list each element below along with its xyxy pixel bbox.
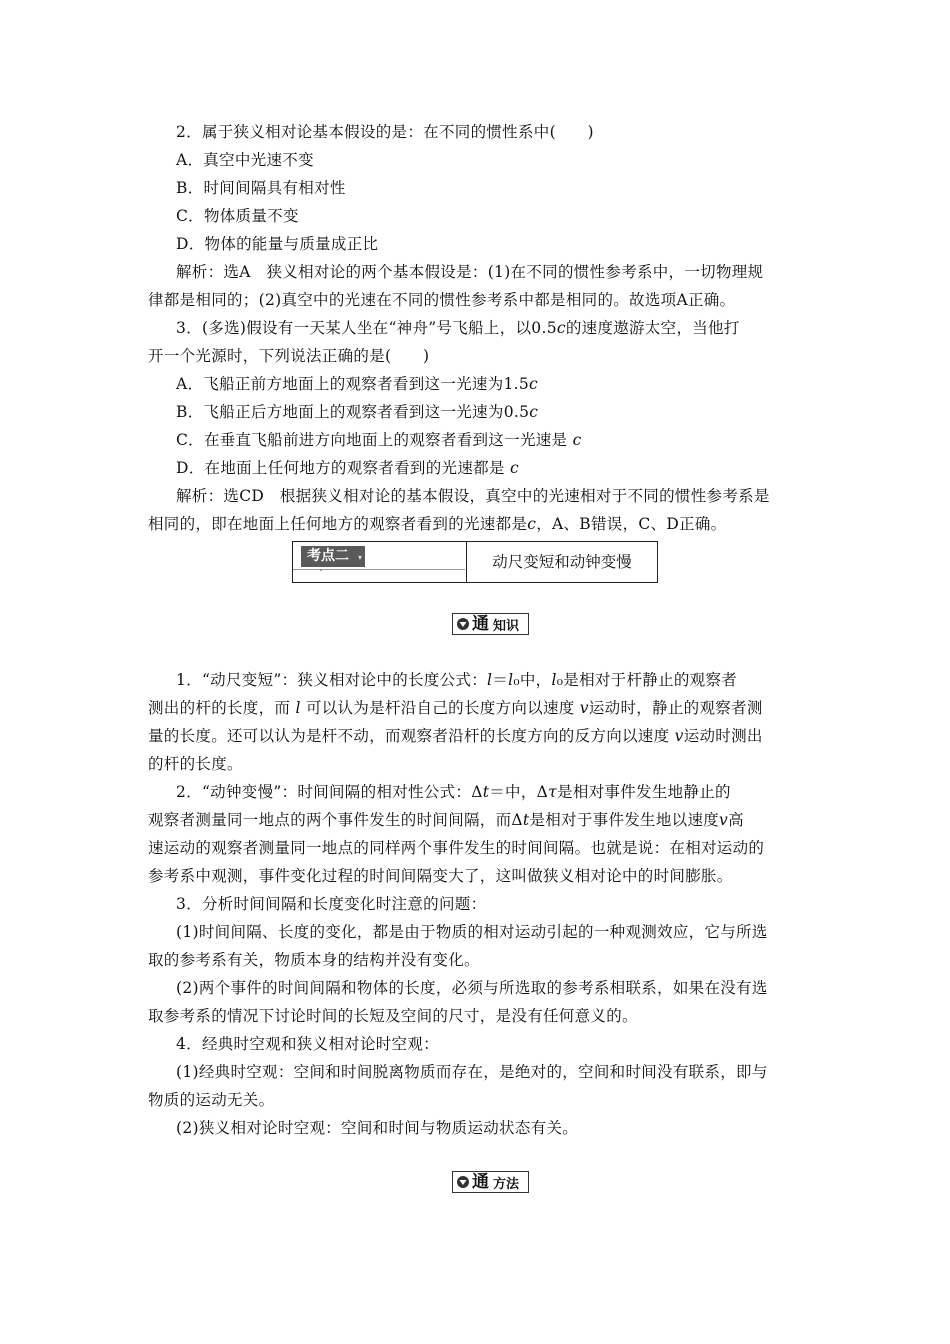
section-header-box [292,541,658,583]
section-tab-cell [293,542,467,582]
section-tab [301,546,365,567]
chevron-down-icon: ▾ [357,553,362,562]
q2-option-a: A．真空中光速不变 [176,151,314,169]
section-tab-label: 考点二 [307,548,349,564]
knowledge-p3b-line-2: 取参考系的情况下讨论时间的长短及空间的尺寸，是没有任何意义的。 [148,1007,638,1025]
method-badge [452,1171,529,1193]
caret-down-icon: ˇ [319,569,323,578]
knowledge-p3a-line-1: (1)时间间隔、长度的变化，都是由于物质的相对运动引起的一种观测效应，它与所选 [176,923,768,941]
knowledge-p3a-line-2: 取的参考系有关，物质本身的结构并没有变化。 [148,951,480,969]
knowledge-p4b: (2)狭义相对论时空观：空间和时间与物质运动状态有关。 [176,1119,579,1137]
q2-stem: 2．属于狭义相对论基本假设的是：在不同的惯性系中( ) [176,123,594,141]
q3-option-c: C．在垂直飞船前进方向地面上的观察者看到这一光速是 c [176,431,582,449]
q3-analysis-line-2: 相同的，即在地面上任何地方的观察者看到的光速都是c，A、B错误，C、D正确。 [148,515,727,533]
knowledge-p2-line-3: 速运动的观察者测量同一地点的同样两个事件发生的时间间隔。也就是说：在相对运动的 [148,839,765,857]
knowledge-p2-line-2: 观察者测量同一地点的两个事件发生的时间间隔，而Δt是相对于事件发生地以速度v高 [148,811,744,829]
knowledge-p1-line-2: 测出的杆的长度，而 l 可以认为是杆沿自己的长度方向以速度 v运动时，静止的观察者测 [148,699,763,717]
knowledge-p4a-line-2: 物质的运动无关。 [148,1091,275,1109]
knowledge-p2-line-4: 参考系中观测，事件变化过程的时间间隔变大了，这叫做狭义相对论中的时间膨胀。 [148,867,733,885]
knowledge-p1-line-4: 的杆的长度。 [148,755,243,773]
q2-option-c: C．物体质量不变 [176,207,299,225]
knowledge-p1-line-1: 1．“动尺变短”：狭义相对论中的长度公式：l＝l₀中，l₀是相对于杆静止的观察者 [176,671,738,689]
knowledge-p2-line-1: 2．“动钟变慢”：时间间隔的相对性公式：Δt＝中，Δτ是相对事件发生地静止的 [176,783,731,801]
q2-option-d: D．物体的能量与质量成正比 [176,235,379,253]
knowledge-p4a-line-1: (1)经典时空观：空间和时间脱离物质而存在，是绝对的，空间和时间没有联系，即与 [176,1063,768,1081]
q3-analysis-line-1: 解析：选CD 根据狭义相对论的基本假设，真空中的光速相对于不同的惯性参考系是 [176,487,770,505]
knowledge-p3b-line-1: (2)两个事件的时间间隔和物体的长度，必须与所选取的参考系相联系，如果在没有选 [176,979,768,997]
badge-main-char: 通 [472,614,489,634]
q3-stem-line-1: 3．(多选)假设有一天某人坐在“神舟”号飞船上，以0.5c的速度遨游太空，当他打 [176,319,740,337]
down-arrow-icon [456,617,470,631]
knowledge-p3: 3．分析时间间隔和长度变化时注意的问题： [176,895,487,913]
badge-label: 方法 [493,1176,520,1192]
knowledge-badge [452,613,529,635]
badge-label: 知识 [493,618,520,634]
q2-option-b: B．时间间隔具有相对性 [176,179,346,197]
section-title: 动尺变短和动钟变慢 [492,553,632,571]
q2-analysis-line-1: 解析：选A 狭义相对论的两个基本假设是：(1)在不同的惯性参考系中，一切物理规 [176,263,764,281]
down-arrow-icon [456,1175,470,1189]
knowledge-p1-line-3: 量的长度。还可以认为是杆不动，而观察者沿杆的长度方向的反方向以速度 v运动时测出 [148,727,763,745]
q3-option-b: B．飞船正后方地面上的观察者看到这一光速为0.5c [176,403,539,421]
q3-stem-line-2: 开一个光源时，下列说法正确的是( ) [148,347,430,365]
knowledge-p4: 4．经典时空观和狭义相对论时空观： [176,1035,439,1053]
q3-option-d: D．在地面上任何地方的观察者看到的光速都是 c [176,459,519,477]
q3-option-a: A．飞船正前方地面上的观察者看到这一光速为1.5c [176,375,539,393]
q2-analysis-line-2: 律都是相同的；(2)真空中的光速在不同的惯性参考系中都是相同的。故选项A正确。 [148,291,736,309]
badge-main-char: 通 [472,1172,489,1192]
